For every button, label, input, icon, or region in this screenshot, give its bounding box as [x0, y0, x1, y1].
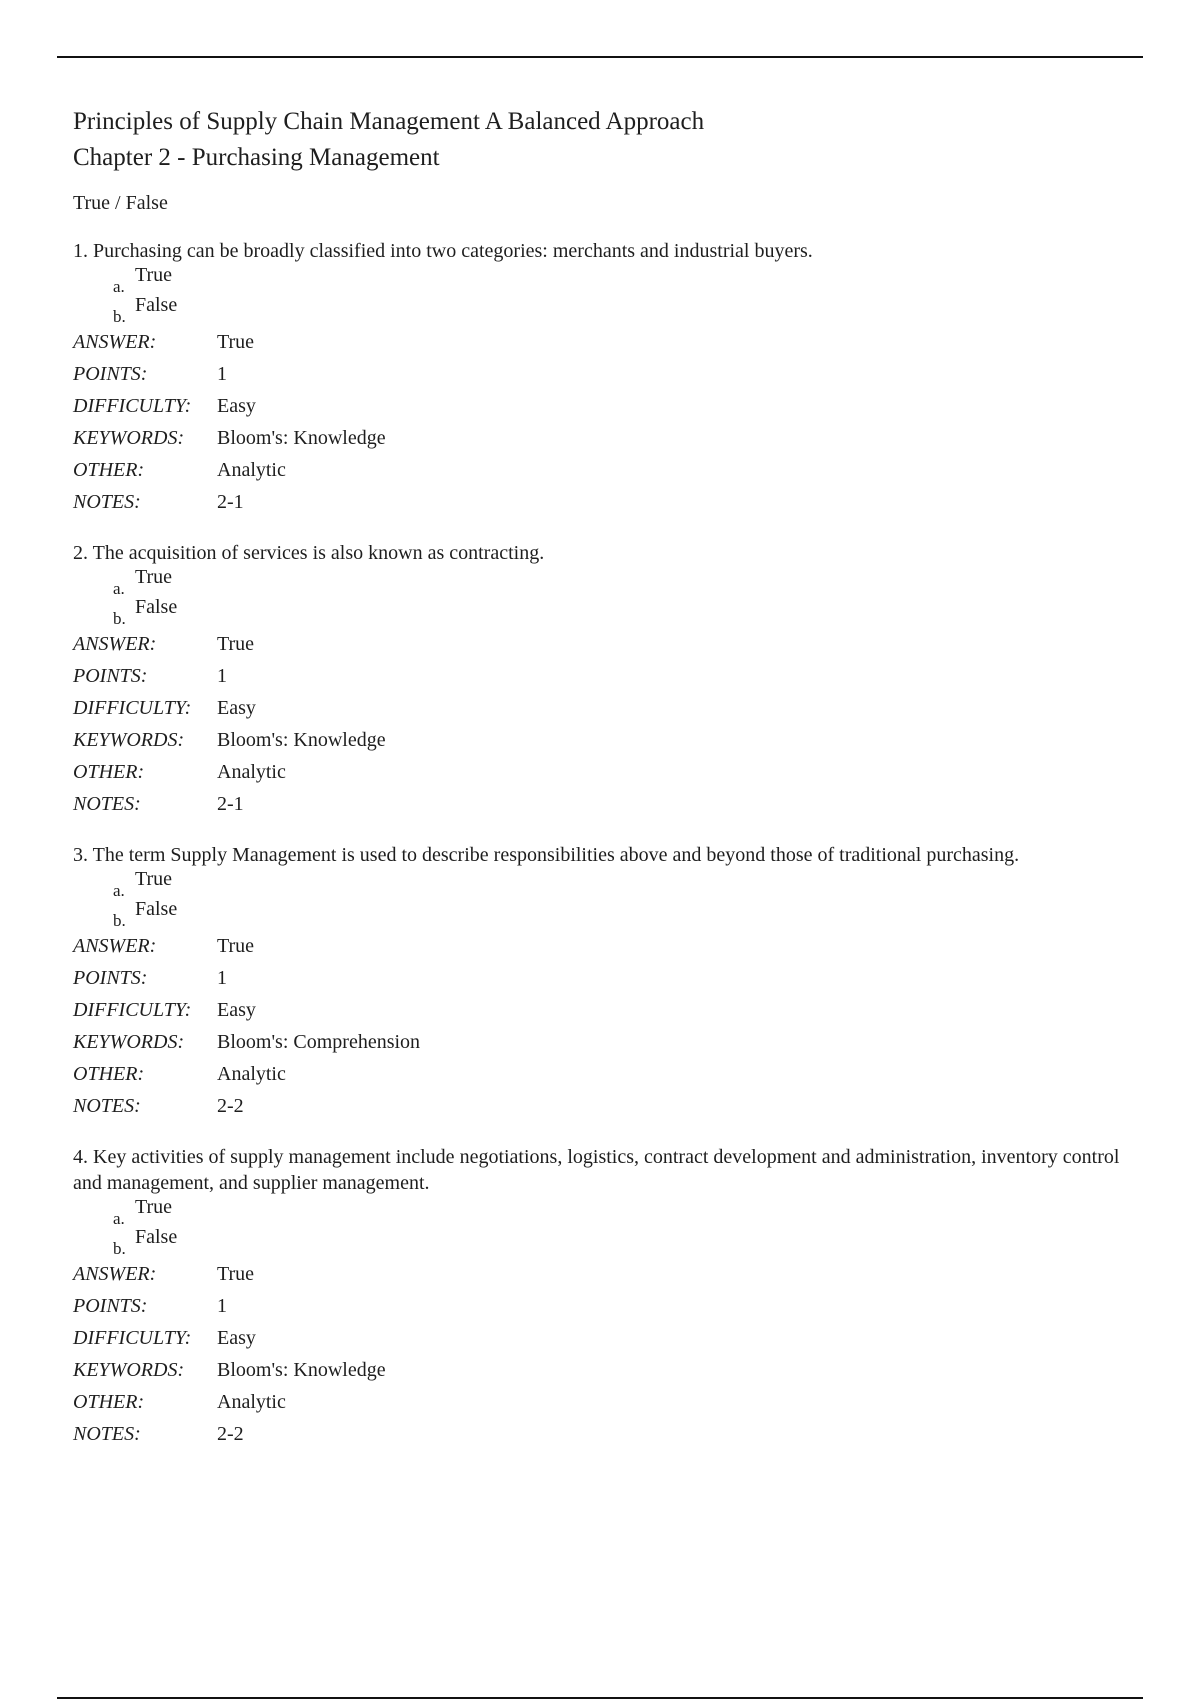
- meta-value: Analytic: [217, 458, 286, 481]
- answer-row: [73, 1258, 386, 1290]
- meta-value: Easy: [217, 998, 256, 1021]
- option-letter: b.: [113, 307, 126, 326]
- option-text: True: [135, 868, 173, 890]
- keywords-row: [73, 1354, 386, 1386]
- meta-value: True: [217, 330, 255, 353]
- meta-value: 2-2: [217, 1094, 244, 1117]
- meta-value: True: [217, 1262, 255, 1285]
- option-b: [73, 1226, 1133, 1256]
- meta-label: OTHER:: [73, 1390, 145, 1413]
- meta-label: NOTES:: [73, 490, 141, 513]
- meta-value: 1: [217, 362, 227, 385]
- keywords-row: [73, 1026, 420, 1058]
- meta-label: POINTS:: [73, 1294, 148, 1317]
- question-stem: 2. The acquisition of services is also known as contracting.: [73, 542, 545, 564]
- meta-label: ANSWER:: [73, 330, 157, 353]
- meta-label: ANSWER:: [73, 632, 157, 655]
- meta-value: Bloom's: Knowledge: [217, 728, 386, 751]
- option-text: True: [135, 566, 173, 588]
- meta-label: DIFFICULTY:: [73, 394, 192, 417]
- top-divider: [57, 56, 1143, 58]
- option-a: [73, 264, 1133, 294]
- points-row: [73, 1290, 386, 1322]
- option-letter: a.: [113, 277, 125, 296]
- answer-row: [73, 628, 386, 660]
- option-letter: b.: [113, 1239, 126, 1258]
- meta-value: 1: [217, 966, 227, 989]
- meta-value: 1: [217, 664, 227, 687]
- meta-value: 2-1: [217, 490, 244, 513]
- meta-label: POINTS:: [73, 362, 148, 385]
- other-row: [73, 454, 386, 486]
- meta-value: True: [217, 934, 255, 957]
- option-text: True: [135, 1196, 173, 1218]
- notes-row: [73, 486, 386, 518]
- meta-value: 1: [217, 1294, 227, 1317]
- question-1: [73, 238, 1133, 518]
- chapter-title: Chapter 2 - Purchasing Management: [73, 144, 440, 171]
- meta-value: Analytic: [217, 1062, 286, 1085]
- points-row: [73, 962, 420, 994]
- points-row: [73, 358, 386, 390]
- meta-value: Bloom's: Knowledge: [217, 1358, 386, 1381]
- question-2: [73, 540, 1133, 820]
- meta-label: KEYWORDS:: [73, 728, 185, 751]
- meta-label: NOTES:: [73, 1094, 141, 1117]
- option-letter: b.: [113, 609, 126, 628]
- option-a: [73, 1196, 1133, 1226]
- option-text: False: [135, 294, 178, 316]
- question-stem: 4. Key activities of supply management include negotiations, logistics, contract development and administration, inventory control and management, and supplier management.: [73, 1146, 1120, 1194]
- option-a: [73, 566, 1133, 596]
- option-text: False: [135, 596, 178, 618]
- difficulty-row: [73, 390, 386, 422]
- meta-value: Easy: [217, 1326, 256, 1349]
- meta-label: OTHER:: [73, 1062, 145, 1085]
- bottom-divider: [57, 1697, 1143, 1699]
- meta-label: NOTES:: [73, 792, 141, 815]
- question-metadata: [73, 1258, 386, 1450]
- meta-label: OTHER:: [73, 760, 145, 783]
- meta-label: POINTS:: [73, 664, 148, 687]
- meta-value: Bloom's: Knowledge: [217, 426, 386, 449]
- document-title: Principles of Supply Chain Management A Balanced Approach: [73, 108, 705, 135]
- points-row: [73, 660, 386, 692]
- option-letter: b.: [113, 911, 126, 930]
- meta-label: OTHER:: [73, 458, 145, 481]
- other-row: [73, 756, 386, 788]
- question-metadata: [73, 930, 420, 1122]
- option-letter: a.: [113, 881, 125, 900]
- other-row: [73, 1386, 386, 1418]
- meta-value: 2-2: [217, 1422, 244, 1445]
- meta-label: DIFFICULTY:: [73, 998, 192, 1021]
- meta-value: Analytic: [217, 1390, 286, 1413]
- question-stem: 3. The term Supply Management is used to describe responsibilities above and beyond those of traditional purchasing.: [73, 844, 1020, 866]
- difficulty-row: [73, 1322, 386, 1354]
- answer-options: [73, 1196, 1133, 1256]
- option-text: False: [135, 1226, 178, 1248]
- option-letter: a.: [113, 579, 125, 598]
- meta-label: NOTES:: [73, 1422, 141, 1445]
- question-4: [73, 1144, 1133, 1450]
- notes-row: [73, 1090, 420, 1122]
- option-text: False: [135, 898, 178, 920]
- meta-value: 2-1: [217, 792, 244, 815]
- keywords-row: [73, 422, 386, 454]
- question-stem: 1. Purchasing can be broadly classified into two categories: merchants and industrial buyers.: [73, 240, 813, 262]
- difficulty-row: [73, 692, 386, 724]
- meta-value: True: [217, 632, 255, 655]
- notes-row: [73, 788, 386, 820]
- answer-options: [73, 868, 1133, 928]
- meta-value: Analytic: [217, 760, 286, 783]
- difficulty-row: [73, 994, 420, 1026]
- section-heading: True / False: [73, 192, 168, 214]
- other-row: [73, 1058, 420, 1090]
- option-a: [73, 868, 1133, 898]
- meta-label: POINTS:: [73, 966, 148, 989]
- meta-value: Bloom's: Comprehension: [217, 1030, 421, 1053]
- meta-label: DIFFICULTY:: [73, 1326, 192, 1349]
- option-text: True: [135, 264, 173, 286]
- option-b: [73, 596, 1133, 626]
- answer-options: [73, 264, 1133, 324]
- document-body: [73, 104, 1133, 1450]
- answer-row: [73, 326, 386, 358]
- meta-label: ANSWER:: [73, 1262, 157, 1285]
- meta-value: Easy: [217, 394, 256, 417]
- question-3: [73, 842, 1133, 1122]
- option-b: [73, 898, 1133, 928]
- notes-row: [73, 1418, 386, 1450]
- question-metadata: [73, 628, 386, 820]
- meta-value: Easy: [217, 696, 256, 719]
- option-letter: a.: [113, 1209, 125, 1228]
- answer-options: [73, 566, 1133, 626]
- answer-row: [73, 930, 420, 962]
- meta-label: KEYWORDS:: [73, 426, 185, 449]
- keywords-row: [73, 724, 386, 756]
- meta-label: ANSWER:: [73, 934, 157, 957]
- question-metadata: [73, 326, 386, 518]
- option-b: [73, 294, 1133, 324]
- meta-label: KEYWORDS:: [73, 1358, 185, 1381]
- meta-label: DIFFICULTY:: [73, 696, 192, 719]
- meta-label: KEYWORDS:: [73, 1030, 185, 1053]
